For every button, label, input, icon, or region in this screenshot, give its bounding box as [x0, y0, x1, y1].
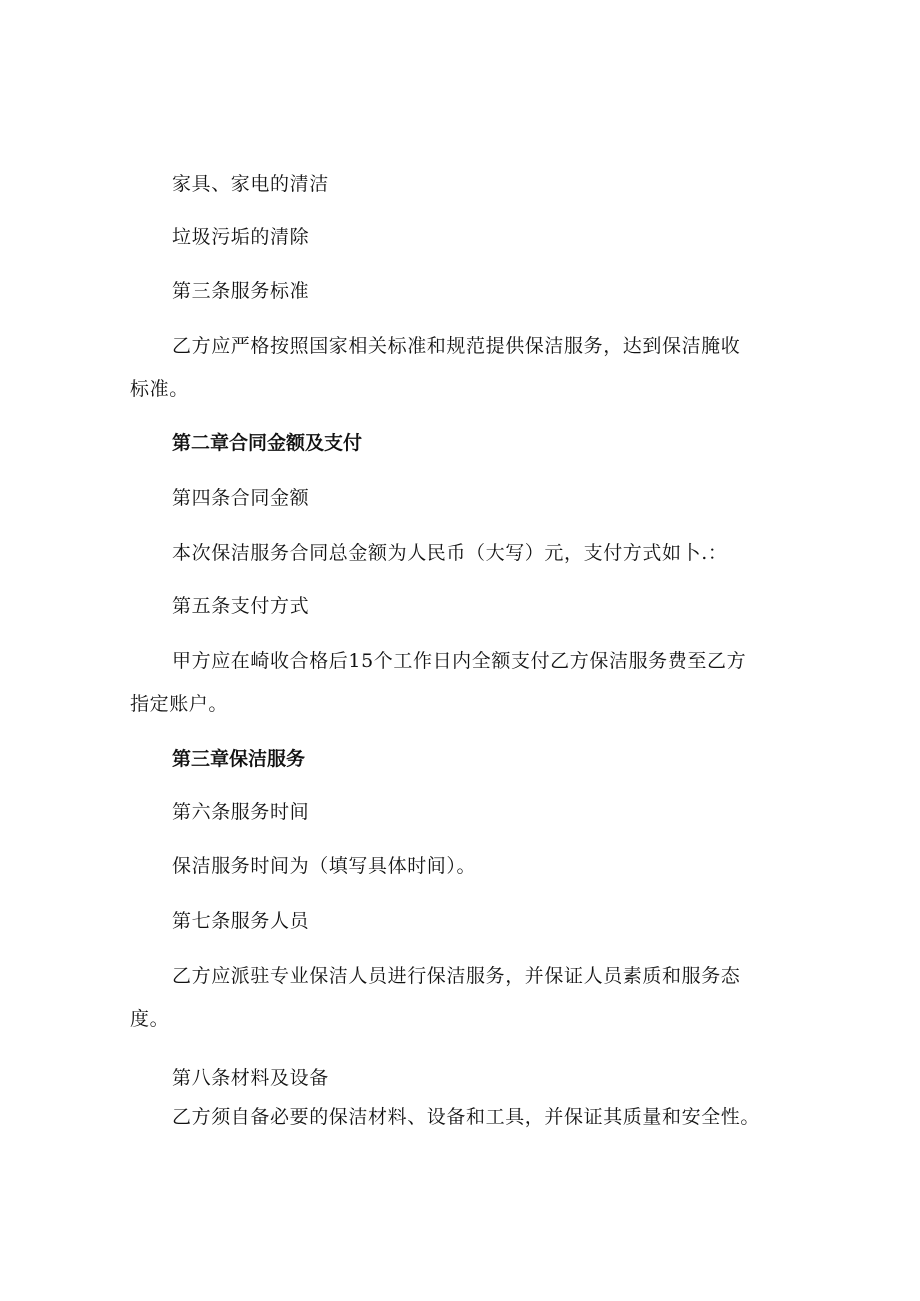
- article-8-heading: 第八条材料及设备: [172, 1067, 329, 1089]
- article-5-text-line-2: 指定账户。: [130, 693, 229, 715]
- article-7-text-line-1: 乙方应派驻专业保洁人员进行保洁服务，并保证人员素质和服务态: [172, 965, 741, 987]
- chapter-2-heading: 第二章合同金额及支付: [172, 432, 363, 454]
- article-5-heading: 第五条支付方式: [172, 595, 310, 617]
- chapter-3-heading: 第三章保洁服务: [172, 748, 306, 770]
- article-7-heading: 第七条服务人员: [172, 910, 310, 932]
- article-3-heading: 第三条服务标准: [172, 280, 310, 302]
- article-7-text-line-2: 度。: [130, 1008, 170, 1030]
- article-4-heading: 第四条合同金额: [172, 487, 310, 509]
- article-6-heading: 第六条服务时间: [172, 801, 310, 823]
- article-4-text: 本次保洁服务合同总金额为人民币（大写）元，支付方式如卜.：: [172, 542, 728, 564]
- article-5-text-line-1: 甲方应在崎收合格后15个工作日内全额支付乙方保洁服务费至乙方: [172, 650, 747, 672]
- article-8-text: 乙方须自备必要的保洁材料、设备和工具，并保证其质量和安全性。: [172, 1106, 761, 1128]
- clause-item-garbage-removal: 垃圾污垢的清除: [172, 226, 310, 248]
- article-6-text: 保洁服务时间为（填写具体时间）。: [172, 855, 477, 877]
- clause-item-furniture-cleaning: 家具、家电的清洁: [172, 173, 329, 195]
- article-3-text-line-1: 乙方应严格按照国家相关标准和规范提供保洁服务，达到保洁腌收: [172, 335, 741, 357]
- article-3-text-line-2: 标准。: [130, 378, 189, 400]
